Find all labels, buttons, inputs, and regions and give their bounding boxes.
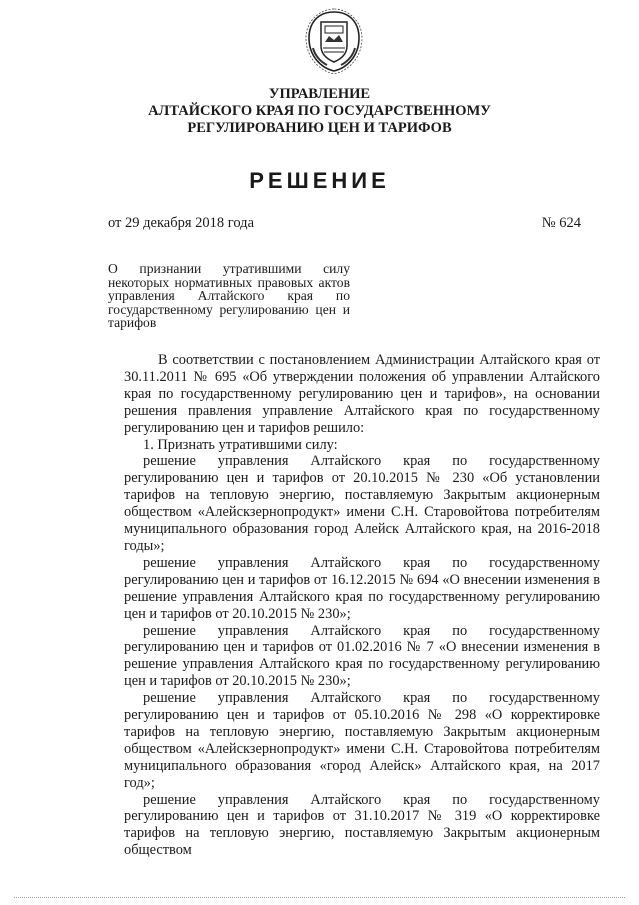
list-item: решение управления Алтайского края по государственному регулированию цен и тарифов от 16.12.2015 № 694 «О внесении изменения в решение управления Алтайского края по государственному регулированию цен и тарифов от 20.10.2015 № 230»; bbox=[124, 554, 600, 622]
list-item: решение управления Алтайского края по государственному регулированию цен и тарифов от 20.10.2015 № 230 «Об установлении тарифов на тепловую энергию, поставляемую Закрытым акционерным обществом «Алейскзернопродукт» имени С.Н. Старовойтова потребителям муниципального образования город Алейск Алтайского края, на 2016-2018 годы»; bbox=[124, 453, 600, 554]
org-line-1: УПРАВЛЕНИЕ bbox=[268, 86, 371, 102]
document-number: № 624 bbox=[541, 215, 581, 231]
document-subject: О признании утратившими силу некоторых нормативных правовых актов управления Алтайского края по государственному регулированию цен и тарифов bbox=[108, 261, 350, 331]
org-line-3: РЕГУЛИРОВАНИЮ ЦЕН И ТАРИФОВ bbox=[187, 120, 452, 136]
list-item: решение управления Алтайского края по государственному регулированию цен и тарифов от 05.10.2016 № 298 «О корректировке тарифов на тепловую энергию, поставляемую Закрытым акционерным обществом «Алейскзернопродукт» имени С.Н. Старовойтова потребителям муниципального образования «город Алейск» Алтайского края, на 2017 год»; bbox=[124, 690, 600, 791]
document-date: от 29 декабря 2018 года bbox=[108, 215, 254, 231]
organization-name bbox=[0, 86, 639, 137]
document-body bbox=[124, 352, 600, 859]
org-line-2: АЛТАЙСКОГО КРАЯ ПО ГОСУДАРСТВЕННОМУ bbox=[148, 103, 491, 119]
clause-1: 1. Признать утратившими силу: bbox=[143, 436, 338, 453]
page-edge-divider bbox=[14, 897, 625, 898]
list-item: решение управления Алтайского края по государственному регулированию цен и тарифов от 31.10.2017 № 319 «О корректировке тарифов на тепловую энергию, поставляемую Закрытым акционерным обществом bbox=[124, 791, 600, 859]
coat-of-arms-icon bbox=[303, 8, 365, 74]
intro-paragraph: В соответствии с постановлением Администрации Алтайского края от 30.11.2011 № 695 «Об утверждении положения об управлении Алтайского края по государственному регулированию цен и тарифов», на основании решения правления управление Алтайского края по государственному регулированию цен и тарифов решило: bbox=[124, 352, 600, 436]
document-title: РЕШЕНИЕ bbox=[249, 168, 390, 193]
list-item: решение управления Алтайского края по государственному регулированию цен и тарифов от 01.02.2016 № 7 «О внесении изменения в решение управления Алтайского края по государственному регулированию цен и тарифов от 20.10.2015 № 230»; bbox=[124, 622, 600, 690]
